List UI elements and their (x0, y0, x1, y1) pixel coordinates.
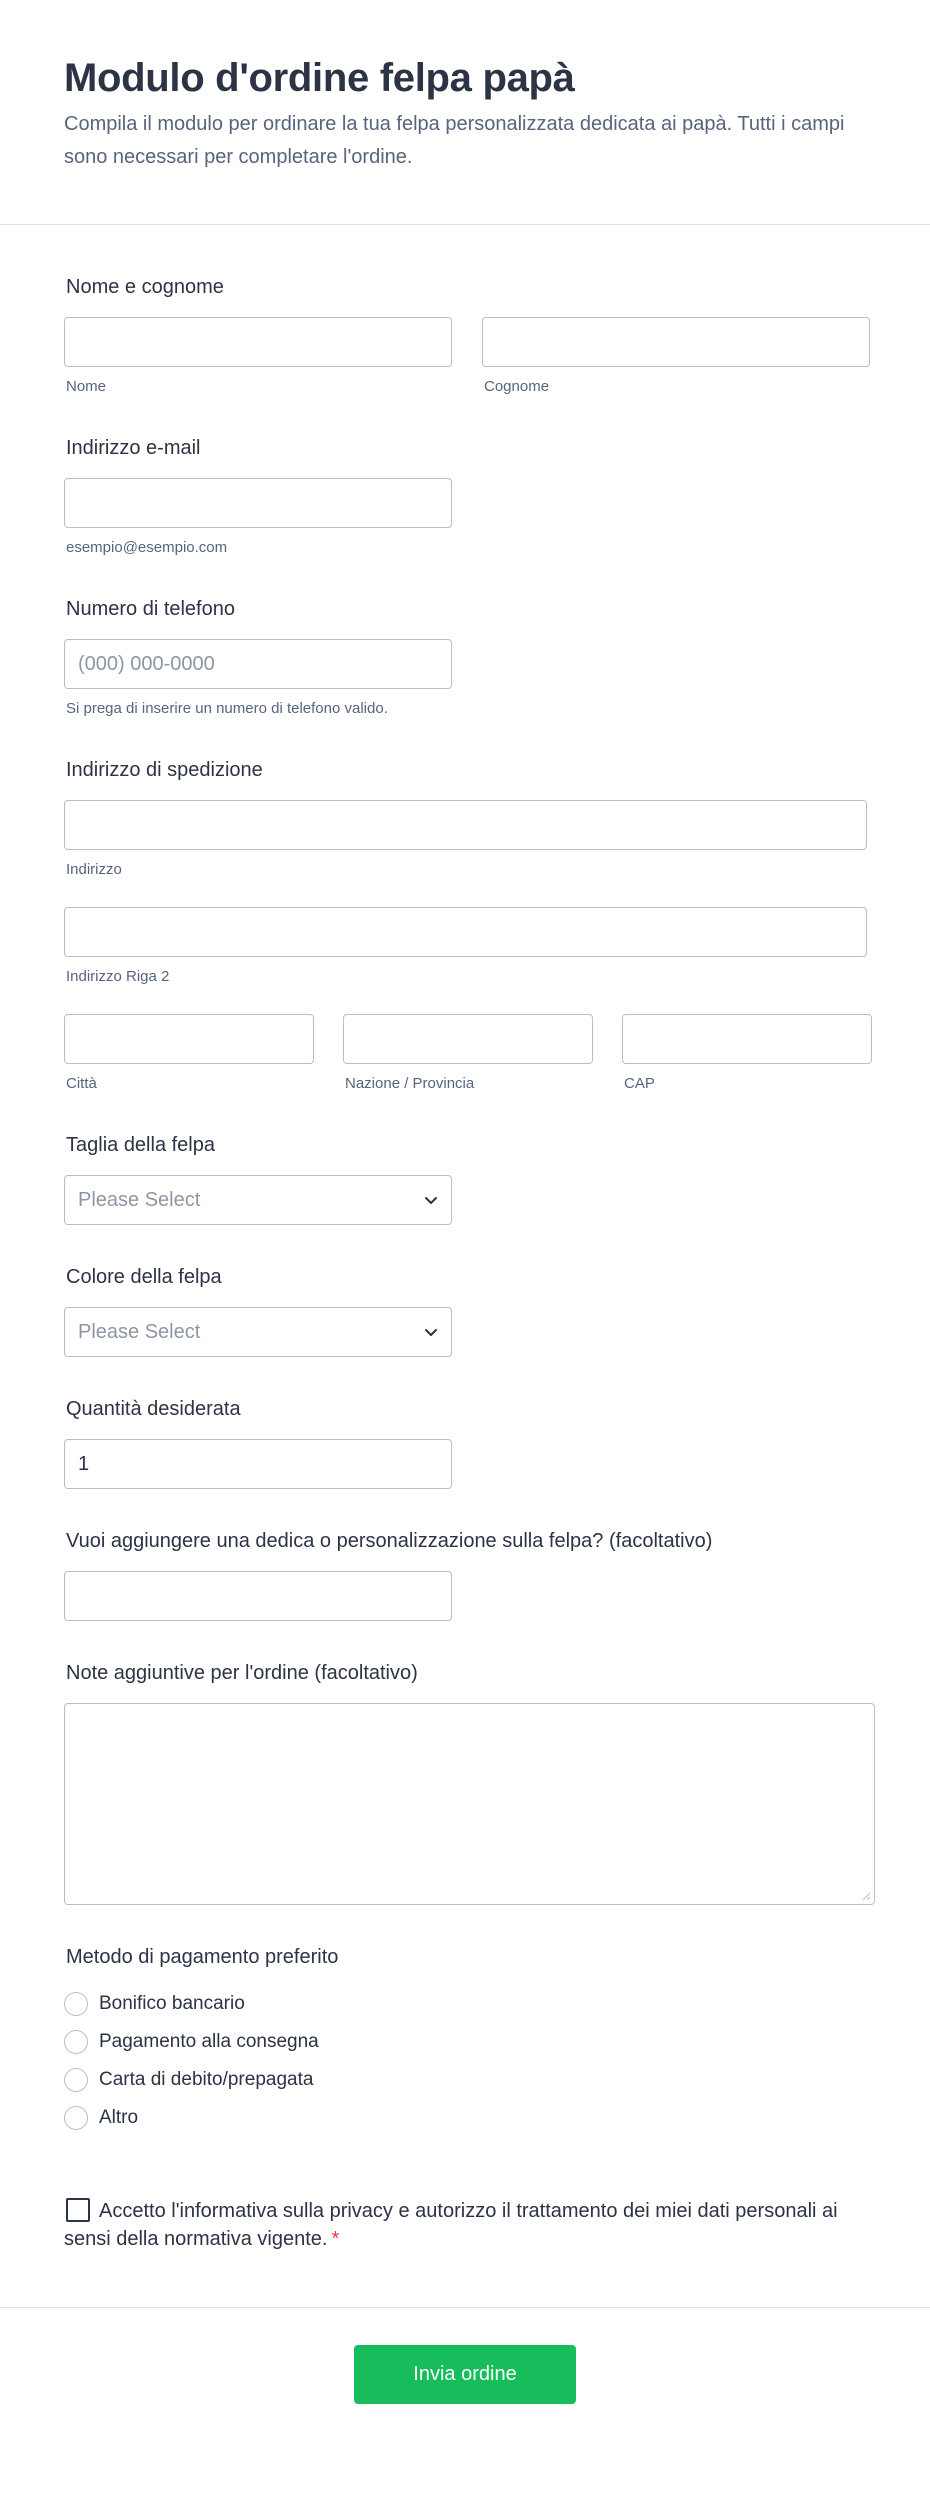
address-label: Indirizzo di spedizione (66, 759, 263, 781)
payment-field (64, 1945, 866, 2137)
radio-button[interactable] (64, 2030, 88, 2054)
size-field (64, 1133, 866, 1225)
color-field (64, 1265, 866, 1357)
color-select-value: Please Select (64, 1307, 452, 1357)
payment-option-card[interactable] (64, 2061, 866, 2099)
phone-field (64, 597, 866, 718)
size-select-value: Please Select (64, 1175, 452, 1225)
street-address-sublabel: Indirizzo (66, 861, 122, 878)
radio-button[interactable] (64, 2106, 88, 2130)
dedication-field (64, 1529, 866, 1621)
notes-field (64, 1661, 866, 1905)
street-address-input[interactable] (64, 800, 867, 850)
first-name-input[interactable] (64, 317, 452, 367)
state-input[interactable] (343, 1014, 593, 1064)
state-sublabel: Nazione / Provincia (345, 1075, 475, 1092)
quantity-label: Quantità desiderata (66, 1398, 241, 1420)
notes-label: Note aggiuntive per l'ordine (facoltativo) (66, 1662, 418, 1684)
form-body (0, 225, 930, 2253)
phone-input[interactable] (64, 639, 452, 689)
radio-button[interactable] (64, 1992, 88, 2016)
email-label: Indirizzo e-mail (66, 437, 201, 459)
city-sublabel: Città (66, 1075, 97, 1092)
required-mark: * (331, 2228, 340, 2250)
privacy-consent-text: Accetto l'informativa sulla privacy e autorizzo il trattamento dei miei dati personali ai sensi della normativa vigente. (64, 2200, 838, 2250)
address-field (64, 758, 866, 1093)
first-name-sublabel: Nome (66, 378, 107, 395)
last-name-sublabel: Cognome (484, 378, 550, 395)
payment-options (64, 1985, 866, 2137)
radio-label: Pagamento alla consegna (99, 2031, 319, 2052)
form-header (0, 0, 930, 225)
privacy-consent (64, 2197, 864, 2253)
phone-label: Numero di telefono (66, 598, 235, 620)
phone-sublabel: Si prega di inserire un numero di telefono valido. (66, 700, 388, 717)
last-name-input[interactable] (482, 317, 870, 367)
dedication-input[interactable] (64, 1571, 452, 1621)
submit-button[interactable]: Invia ordine (354, 2345, 576, 2404)
zip-input[interactable] (622, 1014, 872, 1064)
payment-label: Metodo di pagamento preferito (66, 1946, 339, 1968)
payment-option-other[interactable] (64, 2099, 866, 2137)
notes-textarea[interactable] (64, 1703, 875, 1905)
resize-grip-icon[interactable] (861, 1891, 871, 1901)
radio-label: Carta di debito/prepagata (99, 2069, 314, 2090)
email-field (64, 436, 866, 557)
quantity-field (64, 1397, 866, 1489)
name-field (64, 275, 866, 396)
city-input[interactable] (64, 1014, 314, 1064)
street-address-line2-sublabel: Indirizzo Riga 2 (66, 968, 170, 985)
dedication-label: Vuoi aggiungere una dedica o personalizzazione sulla felpa? (facoltativo) (66, 1530, 713, 1552)
email-sublabel: esempio@esempio.com (66, 539, 228, 556)
name-label: Nome e cognome (66, 276, 224, 298)
street-address-line2-input[interactable] (64, 907, 867, 957)
radio-label: Bonifico bancario (99, 1993, 245, 2014)
radio-button[interactable] (64, 2068, 88, 2092)
payment-option-cash-on-delivery[interactable] (64, 2023, 866, 2061)
color-label: Colore della felpa (66, 1266, 222, 1288)
email-input[interactable] (64, 478, 452, 528)
chevron-down-icon (423, 1324, 439, 1340)
size-select[interactable] (64, 1175, 452, 1225)
page-title: Modulo d'ordine felpa papà (64, 56, 575, 100)
size-label: Taglia della felpa (66, 1134, 215, 1156)
form-description: Compila il modulo per ordinare la tua felpa personalizzata dedicata ai papà. Tutti i campi sono necessari per completare l'ordine. (64, 113, 845, 168)
chevron-down-icon (423, 1192, 439, 1208)
form-footer (0, 2307, 930, 2466)
zip-sublabel: CAP (624, 1075, 655, 1092)
privacy-consent-checkbox[interactable] (66, 2198, 90, 2222)
radio-label: Altro (99, 2107, 139, 2128)
payment-option-bank-transfer[interactable] (64, 1985, 866, 2023)
color-select[interactable] (64, 1307, 452, 1357)
quantity-input[interactable] (64, 1439, 452, 1489)
